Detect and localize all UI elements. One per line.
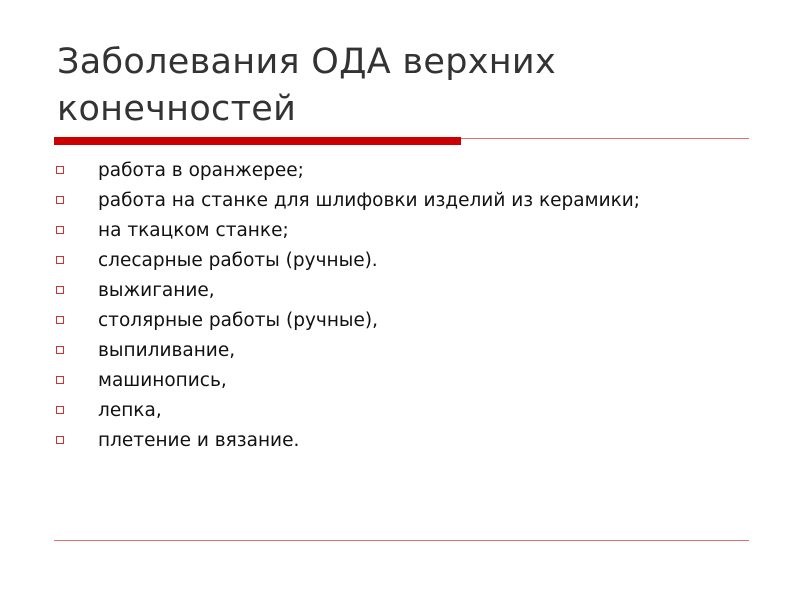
bullet-list: [54, 159, 714, 459]
list-item-text: плетение и вязание.: [98, 430, 300, 451]
list-item-text: работа в оранжерее;: [98, 160, 304, 181]
list-item-text: выжигание,: [98, 280, 215, 301]
title-underline-thick: [54, 137, 461, 145]
list-item-text: выпиливание,: [98, 340, 236, 361]
square-bullet-icon: [56, 256, 64, 264]
square-bullet-icon: [56, 436, 64, 444]
list-item: [54, 309, 714, 332]
title-underline-thin: [461, 138, 749, 139]
square-bullet-icon: [56, 316, 64, 324]
list-item: [54, 429, 714, 452]
list-item-text: работа на станке для шлифовки изделий из керамики;: [98, 190, 641, 211]
list-item-text: машинопись,: [98, 370, 227, 391]
square-bullet-icon: [56, 196, 64, 204]
list-item-text: столярные работы (ручные),: [98, 310, 379, 331]
square-bullet-icon: [56, 286, 64, 294]
list-item-text: лепка,: [98, 400, 162, 421]
list-item: [54, 249, 714, 272]
list-item-text: слесарные работы (ручные).: [98, 250, 378, 271]
footer-divider: [54, 540, 749, 541]
list-item: [54, 339, 714, 362]
square-bullet-icon: [56, 346, 64, 354]
list-item: [54, 189, 714, 212]
square-bullet-icon: [56, 376, 64, 384]
square-bullet-icon: [56, 226, 64, 234]
list-item: [54, 279, 714, 302]
list-item: [54, 219, 714, 242]
square-bullet-icon: [56, 166, 64, 174]
list-item: [54, 159, 714, 182]
list-item: [54, 369, 714, 392]
slide-title: Заболевания ОДА верхних конечностей: [57, 42, 556, 129]
list-item-text: на ткацком станке;: [98, 220, 289, 241]
square-bullet-icon: [56, 406, 64, 414]
list-item: [54, 399, 714, 422]
